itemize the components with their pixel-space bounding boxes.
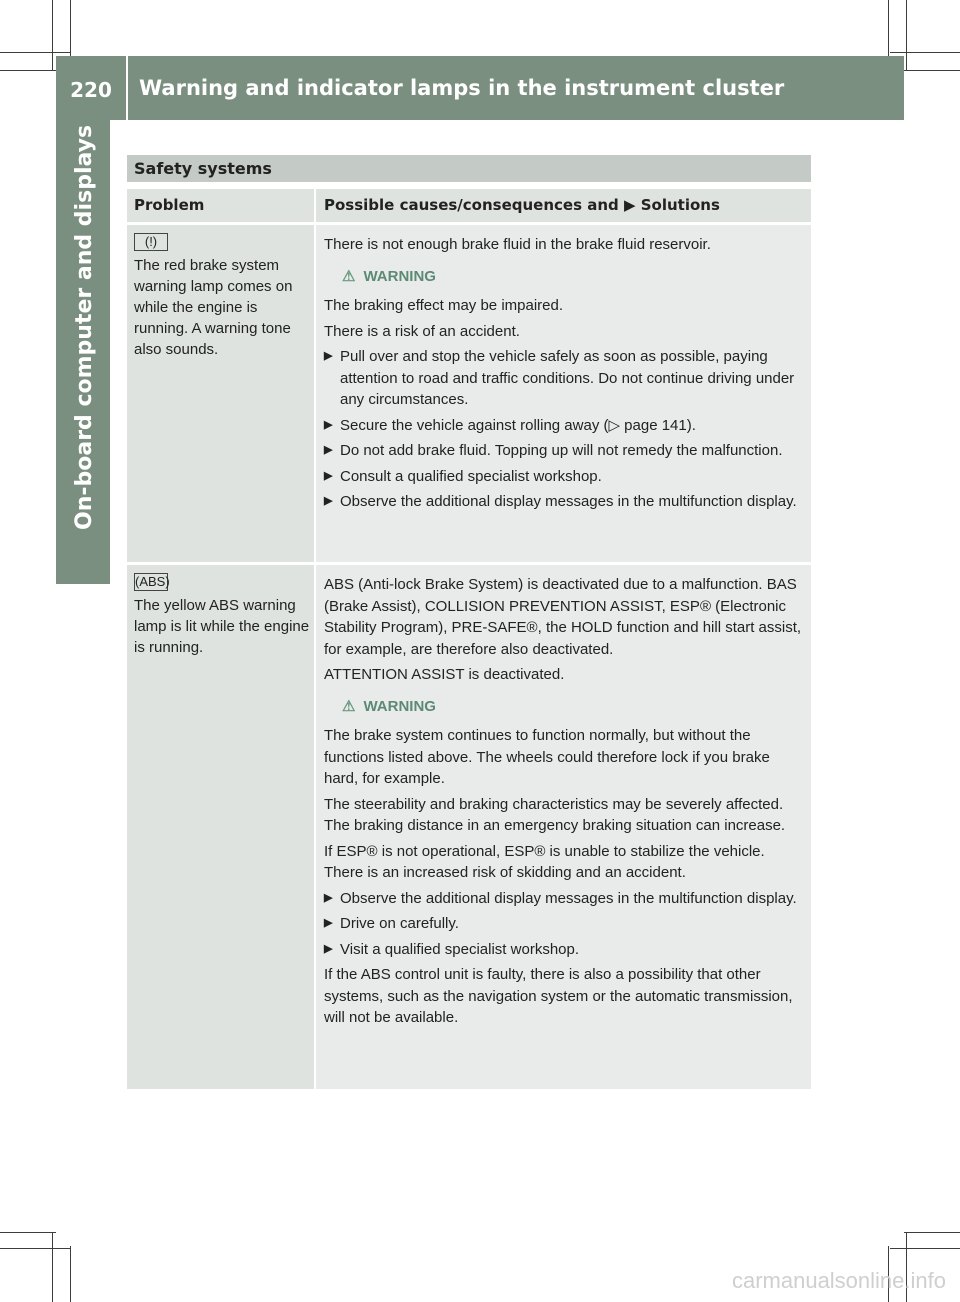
table-row <box>127 225 811 562</box>
step-arrow-icon: ▶ <box>324 418 333 431</box>
step-arrow-icon: ▶ <box>324 350 333 362</box>
table-header-row <box>127 189 811 222</box>
page-title: Warning and indicator lamps in the instrument cluster <box>139 76 785 100</box>
problem-text: The red brake system warning lamp comes on while the engine is running. A warning tone also sounds. <box>134 257 293 358</box>
step-text: Drive on carefully. <box>340 915 459 932</box>
solution-step <box>324 913 805 935</box>
step-text: Visit a qualified specialist workshop. <box>340 940 580 958</box>
step-arrow-icon: ▶ <box>324 891 333 904</box>
crop-mark <box>890 52 960 53</box>
column-header-solutions: Possible causes/consequences and ▶ Solutions <box>316 189 811 222</box>
solution-step <box>324 466 805 488</box>
crop-mark <box>904 1232 960 1233</box>
crop-mark <box>904 70 960 71</box>
crop-mark <box>0 1232 56 1233</box>
side-tab <box>56 120 110 584</box>
cause-text: ATTENTION ASSIST is deactivated. <box>324 666 565 683</box>
crop-mark <box>0 1248 70 1249</box>
header-bar <box>56 56 904 120</box>
crop-mark <box>70 1246 71 1302</box>
step-text: Consult a qualified specialist workshop. <box>340 467 602 485</box>
step-text: Pull over and stop the vehicle safely as soon as possible, paying attention to road and traffic conditions. Do not continue driving under any circumstances. <box>340 348 795 408</box>
step-arrow-icon: ▶ <box>324 495 333 507</box>
cause-text: There is not enough brake fluid in the brake fluid reservoir. <box>324 236 711 253</box>
warning-label: WARNING <box>363 697 436 715</box>
step-text: Observe the additional display messages in the multifunction display. <box>340 889 797 907</box>
step-text: Observe the additional display messages in the multifunction display. <box>340 493 797 510</box>
solution-step <box>324 939 805 961</box>
note-text: If the ABS control unit is faulty, there is also a possibility that other systems, such as the navigation system or the automatic transmission, will not be available. <box>324 966 793 1026</box>
safety-systems-table <box>127 155 811 1089</box>
crop-mark <box>890 1248 960 1249</box>
brake-warning-lamp-icon: (!) <box>134 233 168 251</box>
cause-text: ABS (Anti-lock Brake System) is deactivated due to a malfunction. BAS (Brake Assist), COLLISION PREVENTION ASSIST, ESP® (Electronic Stability Program), PRE-SAFE®, the HOLD function and hill start assist, for example, are therefore also deactivated. <box>324 576 802 658</box>
warning-heading <box>342 266 805 288</box>
step-arrow-icon: ▶ <box>324 942 333 955</box>
warning-text: If ESP® is not operational, ESP® is unable to stabilize the vehicle. There is an increased risk of skidding and an accident. <box>324 842 765 881</box>
problem-text: The yellow ABS warning lamp is lit while the engine is running. <box>134 597 310 656</box>
step-arrow-icon: ▶ <box>324 444 333 456</box>
crop-mark <box>0 70 56 71</box>
step-arrow-icon: ▶ <box>324 917 333 929</box>
solution-step <box>324 888 805 910</box>
step-text: Secure the vehicle against rolling away (▷ page 141). <box>340 416 696 434</box>
page-number: 220 <box>70 78 112 102</box>
watermark: carmanualsonline.info <box>731 1268 946 1293</box>
warning-text: There is a risk of an accident. <box>324 322 520 340</box>
solution-step <box>324 415 805 437</box>
solution-step <box>324 491 805 513</box>
column-header-problem: Problem <box>127 189 314 222</box>
solution-step <box>324 346 805 411</box>
solution-step <box>324 440 805 462</box>
crop-mark <box>906 0 907 70</box>
warning-text: The steerability and braking characteristics may be severely affected. The braking distance in an emergency braking situation can increase. <box>324 795 786 834</box>
warning-triangle-icon: ⚠ <box>342 697 356 715</box>
table-title: Safety systems <box>127 155 811 182</box>
crop-mark <box>52 0 53 70</box>
warning-triangle-icon: ⚠ <box>342 267 356 285</box>
warning-label: WARNING <box>363 267 436 285</box>
warning-heading <box>342 696 805 718</box>
crop-mark <box>52 1232 53 1302</box>
header-divider <box>126 56 128 120</box>
crop-mark <box>0 52 70 53</box>
table-row <box>127 565 811 1089</box>
warning-text: The braking effect may be impaired. <box>324 297 564 314</box>
step-arrow-icon: ▶ <box>324 469 333 482</box>
side-tab-label: On-board computer and displays <box>72 124 97 530</box>
warning-text: The brake system continues to function normally, but without the functions listed above. The wheels could therefore lock if you brake hard, for example. <box>324 727 770 787</box>
step-text: Do not add brake fluid. Topping up will not remedy the malfunction. <box>340 442 783 459</box>
abs-warning-lamp-icon: (ABS) <box>135 574 170 589</box>
